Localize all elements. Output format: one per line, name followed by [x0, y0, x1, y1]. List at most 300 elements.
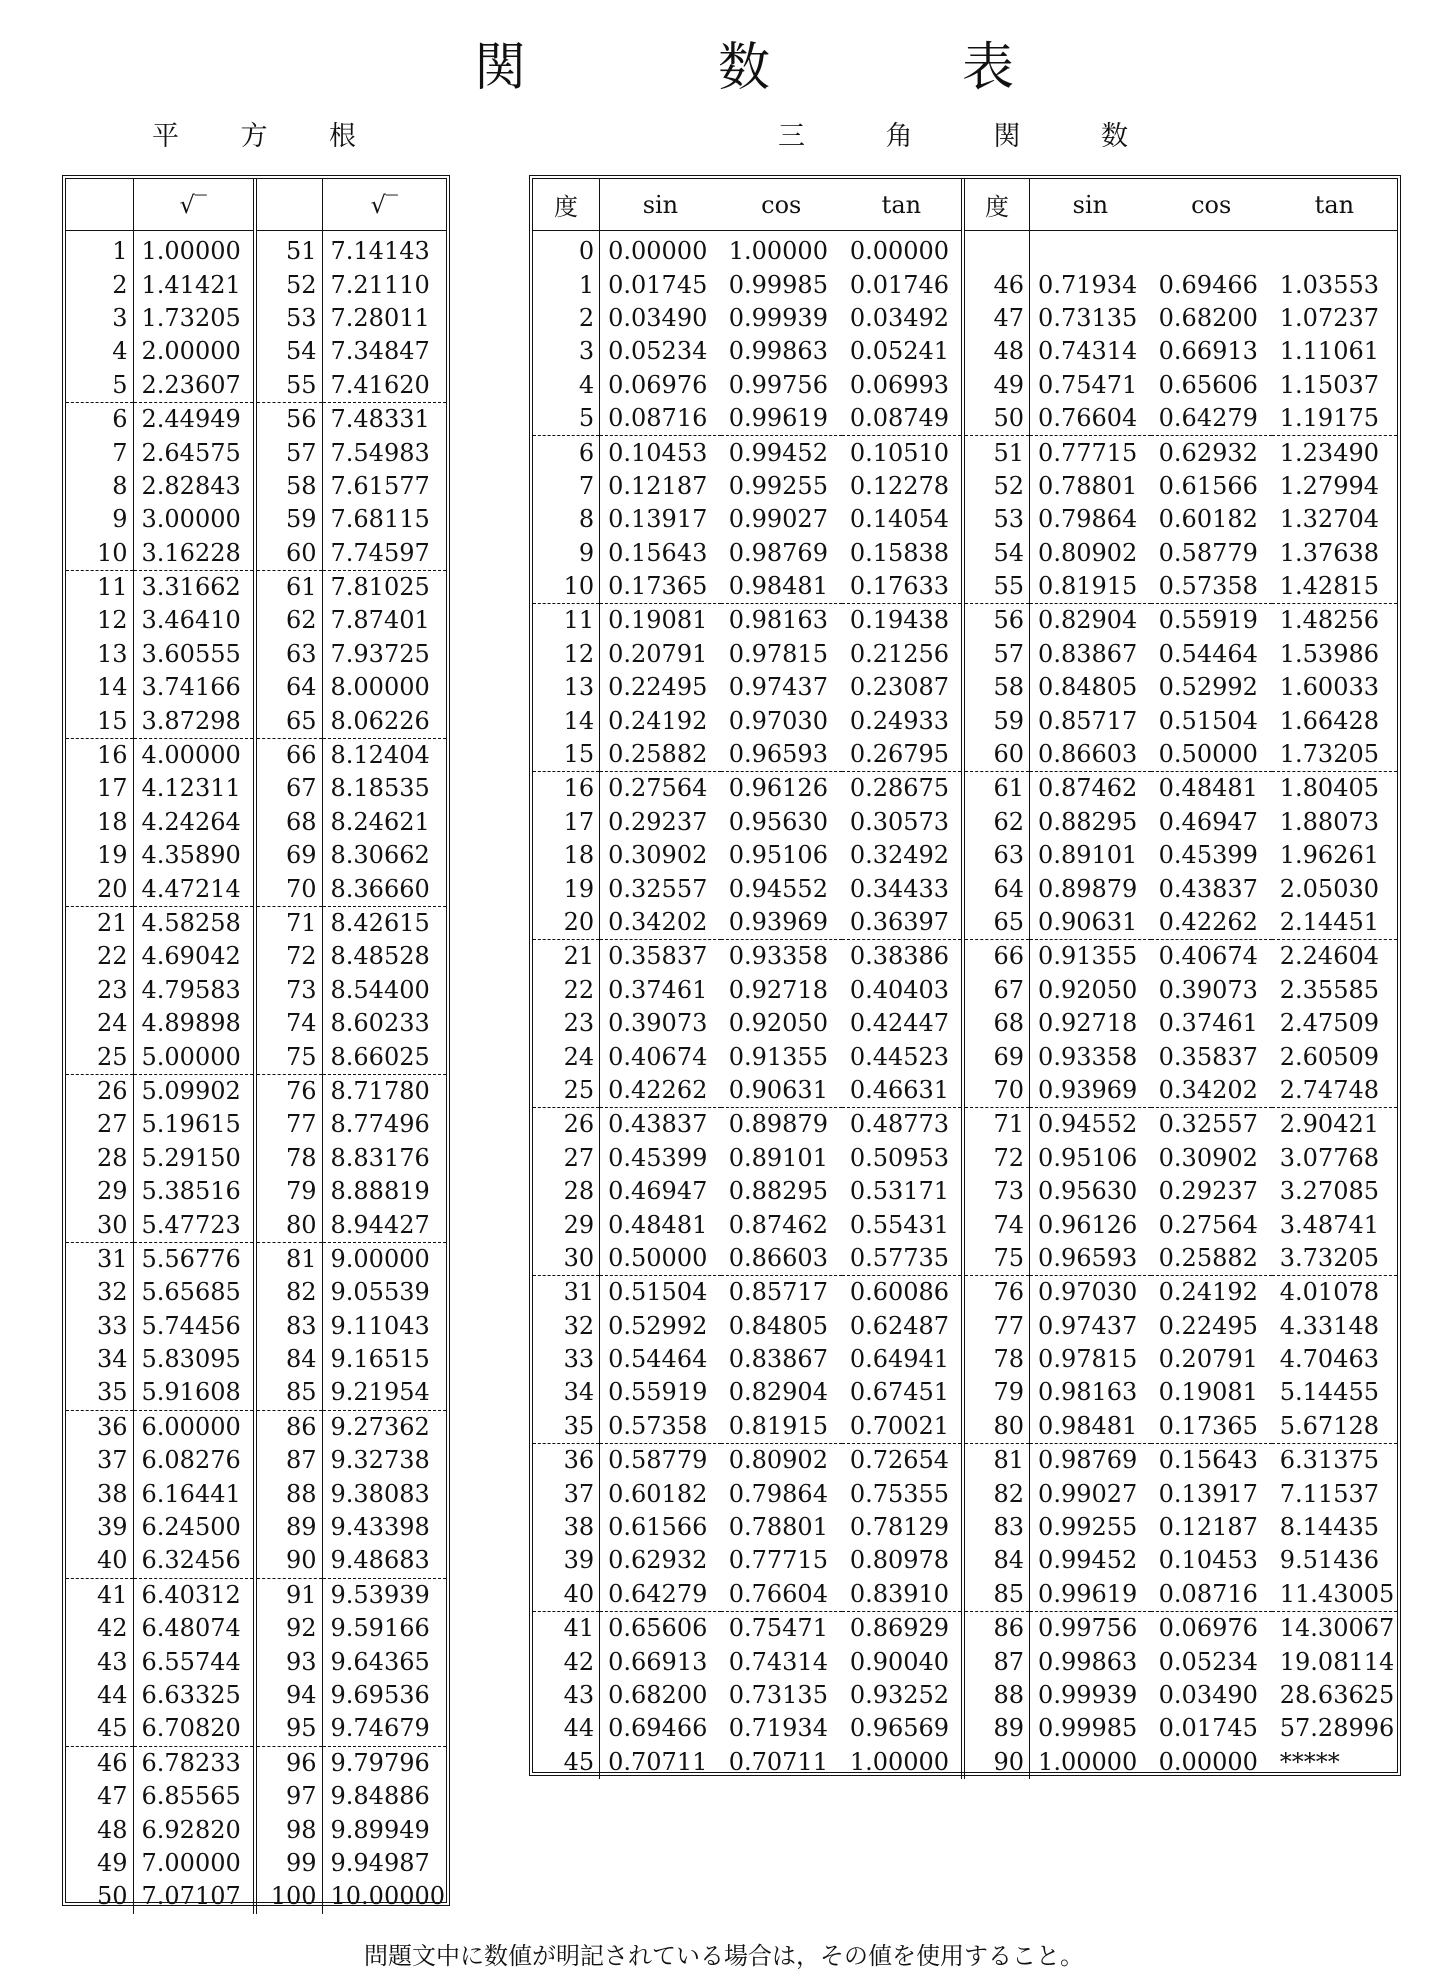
sqrt-value-cell: 1.73205	[133, 302, 255, 335]
cos-cell: 0.20791	[1158, 1345, 1258, 1374]
sqrt-value-cell: 8.54400	[330, 975, 430, 1004]
tan-cell: *****	[1279, 1747, 1340, 1776]
header-blank	[255, 179, 322, 231]
table-row	[66, 638, 446, 671]
tan-cell: 0.26795	[842, 738, 963, 772]
cos-cell: 0.68200	[1158, 303, 1258, 332]
cos-cell: 0.43837	[1158, 874, 1258, 903]
cos-cell: 0.76604	[721, 1578, 842, 1612]
cos-cell: 0.61566	[1158, 471, 1258, 500]
degree-cell: 5	[533, 402, 600, 436]
number-cell: 76	[255, 1074, 322, 1108]
tan-cell: 0.50953	[842, 1142, 963, 1175]
sin-cell: 0.01745	[608, 270, 708, 299]
degree-cell: 17	[533, 806, 600, 839]
sin-cell: 0.15643	[608, 538, 708, 567]
number-cell: 39	[66, 1511, 133, 1544]
number-cell: 56	[255, 402, 322, 436]
cos-cell: 0.90631	[721, 1074, 842, 1108]
degree-cell: 48	[963, 335, 1030, 368]
table-row	[533, 470, 1397, 503]
sin-cell: 0.29237	[608, 807, 708, 836]
sqrt-value-cell: 5.65685	[133, 1276, 255, 1309]
number-cell: 24	[66, 1007, 133, 1040]
sin-cell: 0.08716	[600, 402, 721, 436]
sqrt-value-cell: 8.60233	[330, 1009, 430, 1038]
number-cell: 41	[66, 1578, 133, 1612]
cos-cell: 0.89101	[728, 1143, 828, 1172]
tan-cell: 3.48741	[1279, 1210, 1380, 1239]
cos-cell: 0.75471	[728, 1614, 828, 1643]
degree-cell: 46	[963, 268, 1030, 301]
tan-cell: 1.23490	[1279, 438, 1380, 467]
table-row	[533, 570, 1397, 604]
number-cell: 40	[66, 1544, 133, 1578]
cos-cell: 0.37461	[1158, 1009, 1258, 1038]
sqrt-value-cell: 8.83176	[330, 1143, 430, 1172]
degree-cell: 83	[963, 1511, 1030, 1544]
number-cell: 22	[66, 940, 133, 973]
sqrt-value-cell: 9.27362	[330, 1412, 430, 1441]
cos-cell: 0.91355	[728, 1042, 828, 1071]
sqrt-value-cell: 8.30662	[330, 841, 430, 870]
sin-cell: 0.52992	[608, 1311, 708, 1340]
cos-header: cos	[1151, 179, 1272, 231]
tan-cell: 1.80405	[1279, 774, 1380, 803]
heading-char: 方	[240, 121, 268, 152]
number-cell: 66	[255, 738, 322, 772]
sqrt-value-cell: 2.23607	[133, 369, 255, 403]
cos-cell: 0.05234	[1158, 1647, 1258, 1676]
degree-cell: 30	[533, 1242, 600, 1276]
degree-cell: 65	[963, 906, 1030, 940]
tan-cell: 1.66428	[1279, 706, 1380, 735]
sin-cell: 0.77715	[1038, 438, 1138, 467]
degree-cell: 23	[533, 1007, 600, 1040]
sin-cell: 0.10453	[608, 438, 708, 467]
sin-cell: 0.94552	[1038, 1110, 1138, 1139]
degree-header: 度	[533, 179, 600, 231]
number-cell: 13	[66, 638, 133, 671]
cos-cell: 0.99027	[728, 505, 828, 534]
number-cell: 70	[255, 872, 322, 906]
sin-cell: 0.19081	[608, 606, 708, 635]
number-cell: 10	[66, 537, 133, 571]
cos-cell: 0.08716	[1151, 1578, 1272, 1612]
cos-header: cos	[721, 179, 842, 231]
table-row	[533, 1645, 1397, 1678]
tan-cell: 2.35585	[1279, 975, 1380, 1004]
tan-cell: 1.37638	[1279, 538, 1380, 567]
cos-cell: 0.27564	[1158, 1210, 1258, 1239]
sin-cell: 0.76604	[1030, 402, 1151, 436]
table-row	[66, 1343, 446, 1376]
table-row	[66, 839, 446, 872]
sin-cell: 0.96126	[1038, 1210, 1138, 1239]
number-cell: 54	[255, 335, 322, 368]
degree-cell: 16	[533, 772, 600, 806]
number-cell: 35	[66, 1376, 133, 1410]
cos-cell: 0.97030	[728, 706, 828, 735]
sqrt-value-cell: 9.32738	[330, 1446, 430, 1475]
sqrt-value-cell: 7.48331	[330, 405, 430, 434]
degree-cell: 84	[963, 1544, 1030, 1577]
number-cell: 96	[255, 1746, 322, 1780]
tan-cell: 0.40403	[842, 974, 963, 1007]
table-row	[66, 1746, 446, 1780]
degree-cell: 87	[963, 1645, 1030, 1678]
degree-cell: 74	[963, 1208, 1030, 1241]
table-row	[533, 1444, 1397, 1478]
cos-cell: 0.65606	[1158, 370, 1258, 399]
sqrt-value-cell: 8.18535	[330, 774, 430, 803]
table-row	[66, 604, 446, 637]
heading-char: 角	[885, 121, 913, 152]
cos-cell: 0.92718	[728, 975, 828, 1004]
table-row	[66, 470, 446, 503]
degree-cell: 55	[963, 570, 1030, 604]
number-cell: 61	[255, 570, 322, 604]
sin-cell: 0.98769	[1038, 1446, 1138, 1475]
table-row	[533, 231, 1397, 269]
number-cell: 53	[255, 302, 322, 335]
number-cell: 16	[66, 738, 133, 772]
degree-cell: 40	[533, 1578, 600, 1612]
cos-cell: 0.42262	[1151, 906, 1272, 940]
sqrt-value-cell: 9.00000	[330, 1244, 430, 1273]
number-cell: 58	[255, 470, 322, 503]
cos-cell: 0.97815	[728, 639, 828, 668]
sin-cell: 0.78801	[1038, 471, 1138, 500]
table-row	[533, 704, 1397, 737]
sin-cell: 1.00000	[1038, 1747, 1138, 1776]
trig-section-heading	[778, 120, 1128, 154]
sin-cell: 0.71934	[1038, 270, 1138, 299]
heading-char: 根	[329, 121, 356, 152]
sin-cell: 0.81915	[1030, 570, 1151, 604]
number-cell: 62	[255, 604, 322, 637]
sqrt-value-cell: 3.74166	[133, 671, 255, 704]
tan-cell: 4.01078	[1279, 1278, 1380, 1307]
sqrt-value-cell: 9.89949	[330, 1815, 430, 1844]
tan-cell: 4.70463	[1279, 1345, 1380, 1374]
sin-cell: 0.99985	[1038, 1714, 1138, 1743]
degree-cell: 0	[533, 231, 600, 269]
number-cell: 50	[66, 1880, 133, 1913]
number-cell: 29	[66, 1175, 133, 1208]
tan-cell: 7.11537	[1279, 1479, 1380, 1508]
number-cell: 6	[66, 402, 133, 436]
cos-cell: 0.99985	[728, 270, 828, 299]
tan-cell: 0.96569	[842, 1712, 963, 1745]
number-cell: 75	[255, 1040, 322, 1074]
degree-cell: 56	[963, 604, 1030, 638]
sqrt-value-cell: 6.16441	[133, 1477, 255, 1510]
number-cell: 19	[66, 839, 133, 872]
sqrt-value-cell: 4.24264	[133, 806, 255, 839]
cos-cell: 0.99756	[728, 370, 828, 399]
cos-cell: 0.57358	[1151, 570, 1272, 604]
tan-cell: 0.86929	[842, 1612, 963, 1646]
number-cell: 2	[66, 268, 133, 301]
number-cell: 89	[255, 1511, 322, 1544]
number-cell: 91	[255, 1578, 322, 1612]
sin-cell: 0.96593	[1030, 1242, 1151, 1276]
table-row	[66, 806, 446, 839]
table-row	[533, 1242, 1397, 1276]
sqrt-value-cell: 7.14143	[330, 237, 430, 266]
degree-cell: 47	[963, 302, 1030, 335]
cos-cell: 0.45399	[1158, 841, 1258, 870]
table-row	[533, 1040, 1397, 1073]
number-cell: 51	[255, 231, 322, 269]
sqrt-value-cell: 8.71780	[330, 1076, 430, 1105]
sin-cell: 0.61566	[608, 1513, 708, 1542]
sqrt-value-cell: 6.85565	[133, 1780, 255, 1813]
number-cell: 81	[255, 1242, 322, 1276]
degree-cell: 22	[533, 974, 600, 1007]
number-cell: 32	[66, 1276, 133, 1309]
sqrt-value-cell: 7.74597	[322, 537, 446, 571]
degree-cell: 27	[533, 1142, 600, 1175]
tan-cell: 0.30573	[842, 806, 963, 839]
degree-cell: 1	[533, 268, 600, 301]
cos-cell: 0.55919	[1158, 606, 1258, 635]
degree-cell: 36	[533, 1444, 600, 1478]
sin-cell: 0.99619	[1030, 1578, 1151, 1612]
sqrt-value-cell: 7.07107	[133, 1880, 255, 1913]
table-row	[533, 940, 1397, 974]
tan-cell: 1.32704	[1279, 505, 1380, 534]
number-cell: 67	[255, 772, 322, 805]
table-row	[533, 1712, 1397, 1745]
tan-cell: 0.01746	[842, 268, 963, 301]
number-cell: 27	[66, 1108, 133, 1141]
number-cell: 8	[66, 470, 133, 503]
cos-cell: 0.34202	[1151, 1074, 1272, 1108]
table-row	[533, 974, 1397, 1007]
number-cell: 92	[255, 1612, 322, 1645]
sin-cell: 0.99452	[1038, 1546, 1138, 1575]
tan-cell: 0.05241	[842, 335, 963, 368]
degree-cell: 39	[533, 1544, 600, 1577]
cos-cell: 0.25882	[1151, 1242, 1272, 1276]
table-row	[66, 1645, 446, 1678]
cos-cell: 0.93358	[728, 942, 828, 971]
cos-cell: 0.92050	[728, 1009, 828, 1038]
sin-cell: 0.89879	[1038, 874, 1138, 903]
number-cell: 52	[255, 268, 322, 301]
table-row	[533, 1612, 1397, 1646]
sqrt-value-cell: 7.68115	[330, 505, 430, 534]
sqrt-value-cell: 6.24500	[133, 1511, 255, 1544]
number-cell: 45	[66, 1712, 133, 1746]
tan-cell: 1.88073	[1279, 807, 1380, 836]
cos-cell: 0.95630	[728, 807, 828, 836]
number-cell: 42	[66, 1612, 133, 1645]
cos-cell: 0.99863	[728, 337, 828, 366]
tan-cell: 0.21256	[842, 638, 963, 671]
degree-cell: 19	[533, 872, 600, 905]
degree-cell: 90	[963, 1746, 1030, 1779]
sqrt-symbol-header: √‾	[322, 179, 446, 231]
cos-cell: 0.94552	[728, 874, 828, 903]
sqrt-value-cell: 7.41620	[322, 369, 446, 403]
sin-cell: 0.40674	[608, 1042, 708, 1071]
sin-cell: 0.68200	[608, 1680, 708, 1709]
number-cell: 85	[255, 1376, 322, 1410]
heading-char: 三	[778, 121, 805, 152]
degree-cell: 20	[533, 906, 600, 940]
table-row	[533, 671, 1397, 704]
sqrt-value-cell: 8.94427	[322, 1208, 446, 1242]
table-row	[66, 335, 446, 368]
sqrt-value-cell: 7.21110	[330, 270, 430, 299]
table-row	[66, 369, 446, 403]
sqrt-value-cell: 8.66025	[322, 1040, 446, 1074]
sin-cell: 0.73135	[1038, 303, 1138, 332]
footer-note: 問題文中に数値が明記されている場合は，その値を使用すること。	[364, 1942, 1084, 1970]
sin-cell: 0.93969	[1030, 1074, 1151, 1108]
cos-cell: 0.64279	[1151, 402, 1272, 436]
number-cell: 9	[66, 503, 133, 536]
degree-cell: 8	[533, 503, 600, 536]
tan-header: tan	[1272, 179, 1397, 231]
sqrt-value-cell: 9.84886	[330, 1782, 430, 1811]
sin-cell: 0.37461	[608, 975, 708, 1004]
sqrt-value-cell: 2.82843	[133, 470, 255, 503]
tan-cell: 1.27994	[1279, 471, 1380, 500]
sqrt-value-cell: 5.29150	[133, 1142, 255, 1175]
tan-cell: 0.62487	[842, 1310, 963, 1343]
sin-cell: 0.05234	[608, 337, 708, 366]
degree-cell: 52	[963, 470, 1030, 503]
number-cell: 65	[255, 704, 322, 738]
table-row	[66, 1578, 446, 1612]
degree-header: 度	[963, 179, 1030, 231]
sqrt-value-cell: 8.36660	[322, 872, 446, 906]
cos-cell: 0.98163	[728, 606, 828, 635]
sin-cell: 0.00000	[608, 237, 708, 266]
number-cell: 93	[255, 1645, 322, 1678]
degree-cell: 73	[963, 1175, 1030, 1208]
tan-cell: 0.10510	[842, 436, 963, 470]
degree-cell: 59	[963, 704, 1030, 737]
degree-cell: 13	[533, 671, 600, 704]
degree-cell: 4	[533, 369, 600, 402]
table-row	[66, 1040, 446, 1074]
cos-cell: 0.30902	[1158, 1143, 1258, 1172]
number-cell: 100	[255, 1880, 322, 1913]
tan-cell: 0.08749	[842, 402, 963, 436]
tan-cell	[1272, 231, 1397, 269]
cos-cell: 0.77715	[728, 1546, 828, 1575]
degree-cell: 29	[533, 1208, 600, 1241]
sin-cell: 0.34202	[600, 906, 721, 940]
cos-cell: 0.78801	[728, 1513, 828, 1542]
sqrt-value-cell: 6.70820	[133, 1712, 255, 1746]
degree-cell: 33	[533, 1343, 600, 1376]
table-row	[66, 1108, 446, 1141]
sin-cell: 0.13917	[608, 505, 708, 534]
sin-cell: 0.43837	[608, 1110, 708, 1139]
sqrt-value-cell: 7.54983	[330, 438, 430, 467]
cos-cell: 0.62932	[1158, 438, 1258, 467]
sqrt-value-cell: 5.19615	[133, 1108, 255, 1141]
tan-cell: 11.43005	[1272, 1578, 1397, 1612]
degree-cell: 61	[963, 772, 1030, 806]
sin-cell: 0.84805	[1038, 673, 1138, 702]
sqrt-value-cell: 9.48683	[322, 1544, 446, 1578]
tan-cell: 0.90040	[842, 1645, 963, 1678]
sqrt-value-cell: 1.00000	[133, 231, 255, 269]
sqrt-value-cell: 7.87401	[330, 606, 430, 635]
table-row	[533, 1679, 1397, 1712]
sqrt-value-cell: 4.12311	[133, 772, 255, 805]
table-row	[533, 839, 1397, 872]
cos-cell: 0.15643	[1158, 1446, 1258, 1475]
sqrt-value-cell: 7.81025	[330, 573, 430, 602]
sqrt-value-cell: 9.43398	[330, 1513, 430, 1542]
number-cell: 98	[255, 1813, 322, 1846]
table-row	[66, 1410, 446, 1444]
sqrt-value-cell: 2.64575	[133, 436, 255, 469]
tan-cell: 0.34433	[842, 872, 963, 905]
tan-cell: 1.73205	[1272, 738, 1397, 772]
sqrt-value-cell: 8.00000	[330, 673, 430, 702]
sqrt-value-cell: 7.93725	[330, 639, 430, 668]
tan-cell: 0.48773	[842, 1108, 963, 1142]
cos-cell: 0.96126	[728, 774, 828, 803]
tan-cell: 2.47509	[1279, 1009, 1380, 1038]
number-cell: 99	[255, 1847, 322, 1880]
table-row	[533, 872, 1397, 905]
cos-cell: 0.96593	[721, 738, 842, 772]
number-cell: 71	[255, 906, 322, 940]
sqrt-value-cell: 6.00000	[133, 1410, 255, 1444]
degree-cell: 66	[963, 940, 1030, 974]
table-row	[66, 940, 446, 973]
sin-cell: 0.54464	[608, 1345, 708, 1374]
degree-cell: 28	[533, 1175, 600, 1208]
table-row	[66, 1679, 446, 1712]
sqrt-value-cell: 9.38083	[330, 1479, 430, 1508]
sin-cell: 0.65606	[608, 1614, 708, 1643]
cos-cell: 0.70711	[728, 1747, 828, 1776]
table-row	[66, 1511, 446, 1544]
degree-cell: 80	[963, 1410, 1030, 1444]
number-cell: 72	[255, 940, 322, 973]
tan-cell: 1.60033	[1279, 673, 1380, 702]
table-row	[66, 1712, 446, 1746]
sqrt-value-cell: 8.12404	[330, 741, 430, 770]
sqrt-value-cell: 3.16228	[133, 537, 255, 571]
cos-cell: 0.06976	[1158, 1614, 1258, 1643]
sqrt-value-cell: 9.05539	[330, 1278, 430, 1307]
sin-cell: 0.27564	[608, 774, 708, 803]
number-cell: 78	[255, 1142, 322, 1175]
degree-cell: 67	[963, 974, 1030, 1007]
table-row	[66, 906, 446, 940]
table-row	[533, 1376, 1397, 1409]
degree-cell: 77	[963, 1310, 1030, 1343]
sqrt-value-cell: 9.79796	[330, 1748, 430, 1777]
degree-cell	[963, 231, 1030, 269]
tan-cell: 0.60086	[842, 1276, 963, 1310]
sin-cell: 0.80902	[1038, 538, 1138, 567]
sqrt-value-cell: 4.69042	[133, 940, 255, 973]
cos-cell: 0.32557	[1158, 1110, 1258, 1139]
